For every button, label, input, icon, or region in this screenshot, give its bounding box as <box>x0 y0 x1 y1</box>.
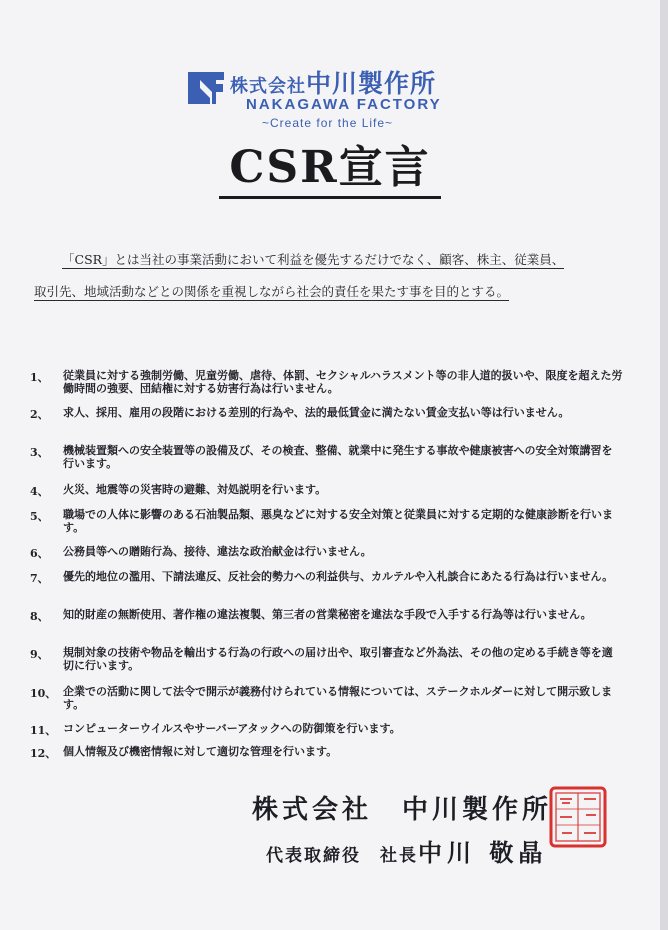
item-number: 6、 <box>30 547 49 560</box>
item-text: 規制対象の技術や物品を輸出する行為の行政への届け出や、取引審査など外為法、その他の定める手続き等を適切に行います。 <box>63 646 613 672</box>
item-number: 11、 <box>30 724 57 737</box>
item-number: 12、 <box>30 747 57 760</box>
logo-company-prefix: 株式会社 <box>230 76 306 97</box>
item-text: 優先的地位の濫用、下請法違反、反社会的勢力への利益供与、カルテルや入札談合にあたる行為は行いません。 <box>63 570 614 583</box>
logo-english-name: NAKAGAWA FACTORY <box>246 96 442 113</box>
item-number: 4、 <box>30 485 49 498</box>
intro-paragraph <box>34 244 624 308</box>
signature-representative <box>266 833 547 868</box>
item-text: 火災、地震等の災害時の避難、対処説明を行います。 <box>63 483 327 496</box>
company-seal-stamp-icon <box>548 785 608 849</box>
nf-logo-mark-icon <box>186 68 226 108</box>
signature-company: 株式会社 中川製作所 <box>252 795 553 825</box>
item-text: 職場での人体に影響のある石油製品類、悪臭などに対する安全対策と従業員に対する定期的な健康診断を行います。 <box>63 508 613 534</box>
intro-line-2 <box>34 276 624 308</box>
title-container <box>0 142 660 199</box>
item-text: コンピューターウイルスやサーバーアタックへの防御策を行います。 <box>63 722 401 735</box>
item-number: 10、 <box>30 687 57 700</box>
item-number: 7、 <box>30 572 49 585</box>
logo-company-name <box>230 64 436 100</box>
item-text: 求人、採用、雇用の段階における差別的行為や、法的最低賃金に満たない賃金支払い等は行いません。 <box>63 406 570 419</box>
item-text: 個人情報及び機密情報に対して適切な管理を行います。 <box>63 745 338 758</box>
item-text: 従業員に対する強制労働、児童労働、虐待、体罰、セクシャルハラスメント等の非人道的扱いや、限度を超えた労働時間の強要、団結権に対する妨害行為は行いません。 <box>63 369 623 395</box>
page-edge-shadow <box>660 0 668 930</box>
item-text: 知的財産の無断使用、著作権の違法複製、第三者の営業秘密を違法な手段で入手する行為等は行いません。 <box>63 608 592 621</box>
item-number: 5、 <box>30 510 49 523</box>
page-title: CSR宣言 <box>219 142 440 199</box>
item-number: 2、 <box>30 408 49 421</box>
item-text: 企業での活動に関して法令で開示が義務付けられている情報については、ステークホルダーに対して開示致します。 <box>63 685 613 711</box>
intro-text-2: 取引先、地域活動などとの関係を重視しながら社会的責任を果たす事を目的とする。 <box>34 284 510 299</box>
item-number: 1、 <box>30 371 49 384</box>
item-number: 9、 <box>30 648 49 661</box>
item-text: 公務員等への贈賄行為、接待、違法な政治献金は行いません。 <box>63 545 372 558</box>
item-text: 機械装置類への安全装置等の設備及び、その検査、整備、就業中に発生する事故や健康被害への安全対策講習を行います。 <box>63 444 613 470</box>
company-logo <box>186 62 486 140</box>
intro-line-1 <box>34 244 624 276</box>
intro-text-1: 「CSR」とは当社の事業活動において利益を優先するだけでなく、顧客、株主、従業員、 <box>62 252 565 267</box>
logo-company-main: 中川製作所 <box>306 69 437 98</box>
item-number: 3、 <box>30 446 49 459</box>
signature-name: 中川 敬晶 <box>418 838 548 867</box>
logo-tagline: ~Create for the Life~ <box>262 116 394 130</box>
item-number: 8、 <box>30 610 49 623</box>
signature-title: 代表取締役 社長 <box>266 846 418 866</box>
